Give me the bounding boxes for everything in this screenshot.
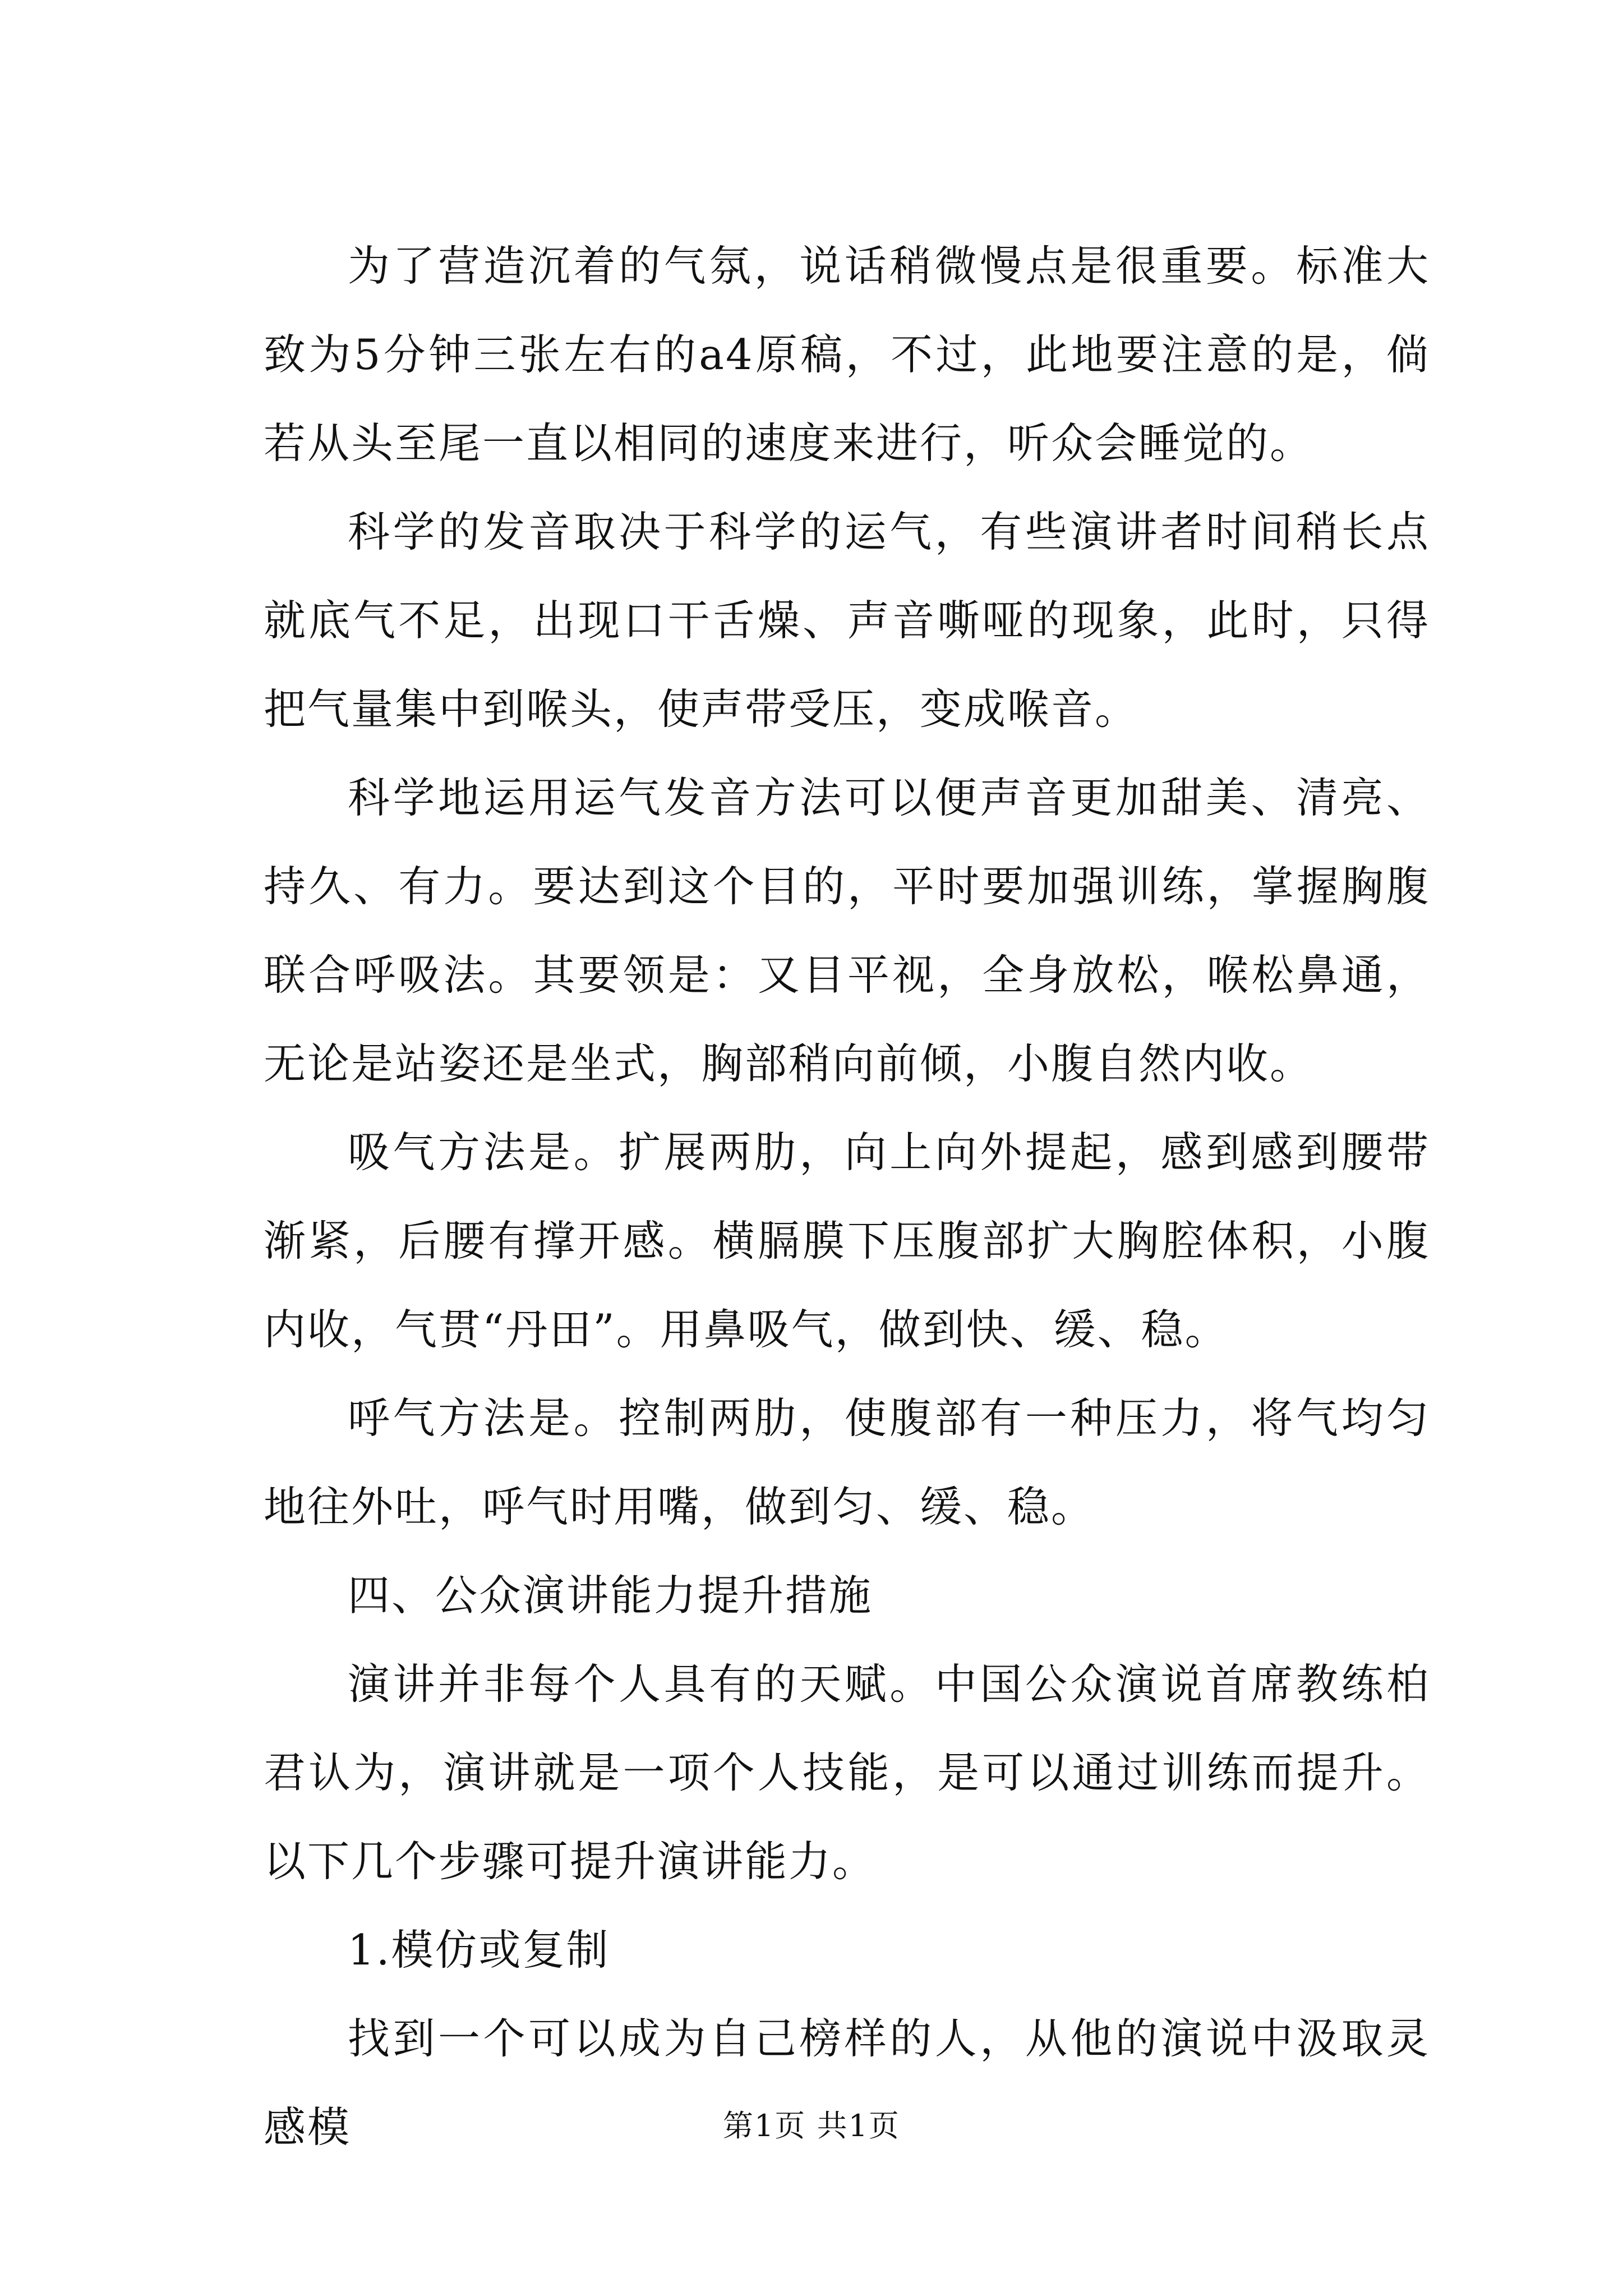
paragraph-speaking-pace: 为了营造沉着的气氛，说话稍微慢点是很重要。标准大致为5分钟三张左右的a4原稿，不过，此地要注意的是，倘若从头至尾一直以相同的速度来进行，听众会睡觉的。 [264, 241, 1430, 468]
page-number-footer: 第1页 共1页 [723, 2108, 900, 2143]
section-heading-improvement-measures: 四、公众演讲能力提升措施 [348, 1571, 873, 1620]
paragraph-find-role-model: 找到一个可以成为自己榜样的人，从他的演说中汲取灵感模 [264, 2014, 1430, 2152]
paragraph-speech-not-talent: 演讲并非每个人具有的天赋。中国公众演说首席教练柏君认为，演讲就是一项个人技能，是可以通过训练而提升。以下几个步骤可提升演讲能力。 [264, 1659, 1430, 1886]
paragraph-exhale-method: 呼气方法是。控制两肋，使腹部有一种压力，将气均匀地往外吐，呼气时用嘴，做到匀、缓、稳。 [264, 1393, 1430, 1531]
paragraph-breathing-method: 科学地运用运气发音方法可以便声音更加甜美、清亮、持久、有力。要达到这个目的，平时要加强训练，掌握胸腹联合呼吸法。其要领是：又目平视，全身放松，喉松鼻通，无论是站姿还是坐式，胸部稍向前倾，小腹自然内收。 [264, 773, 1430, 1088]
document-body [264, 222, 1430, 2171]
paragraph-inhale-method: 吸气方法是。扩展两肋，向上向外提起，感到感到腰带渐紧，后腰有撑开感。横膈膜下压腹部扩大胸腔体积，小腹内收，气贯“丹田”。用鼻吸气，做到快、缓、稳。 [264, 1128, 1430, 1354]
subheading-imitate-or-copy: 1.模仿或复制 [348, 1925, 610, 1975]
paragraph-breath-voice: 科学的发音取决于科学的运气，有些演讲者时间稍长点就底气不足，出现口干舌燥、声音嘶哑的现象，此时，只得把气量集中到喉头，使声带受压，变成喉音。 [264, 507, 1430, 734]
